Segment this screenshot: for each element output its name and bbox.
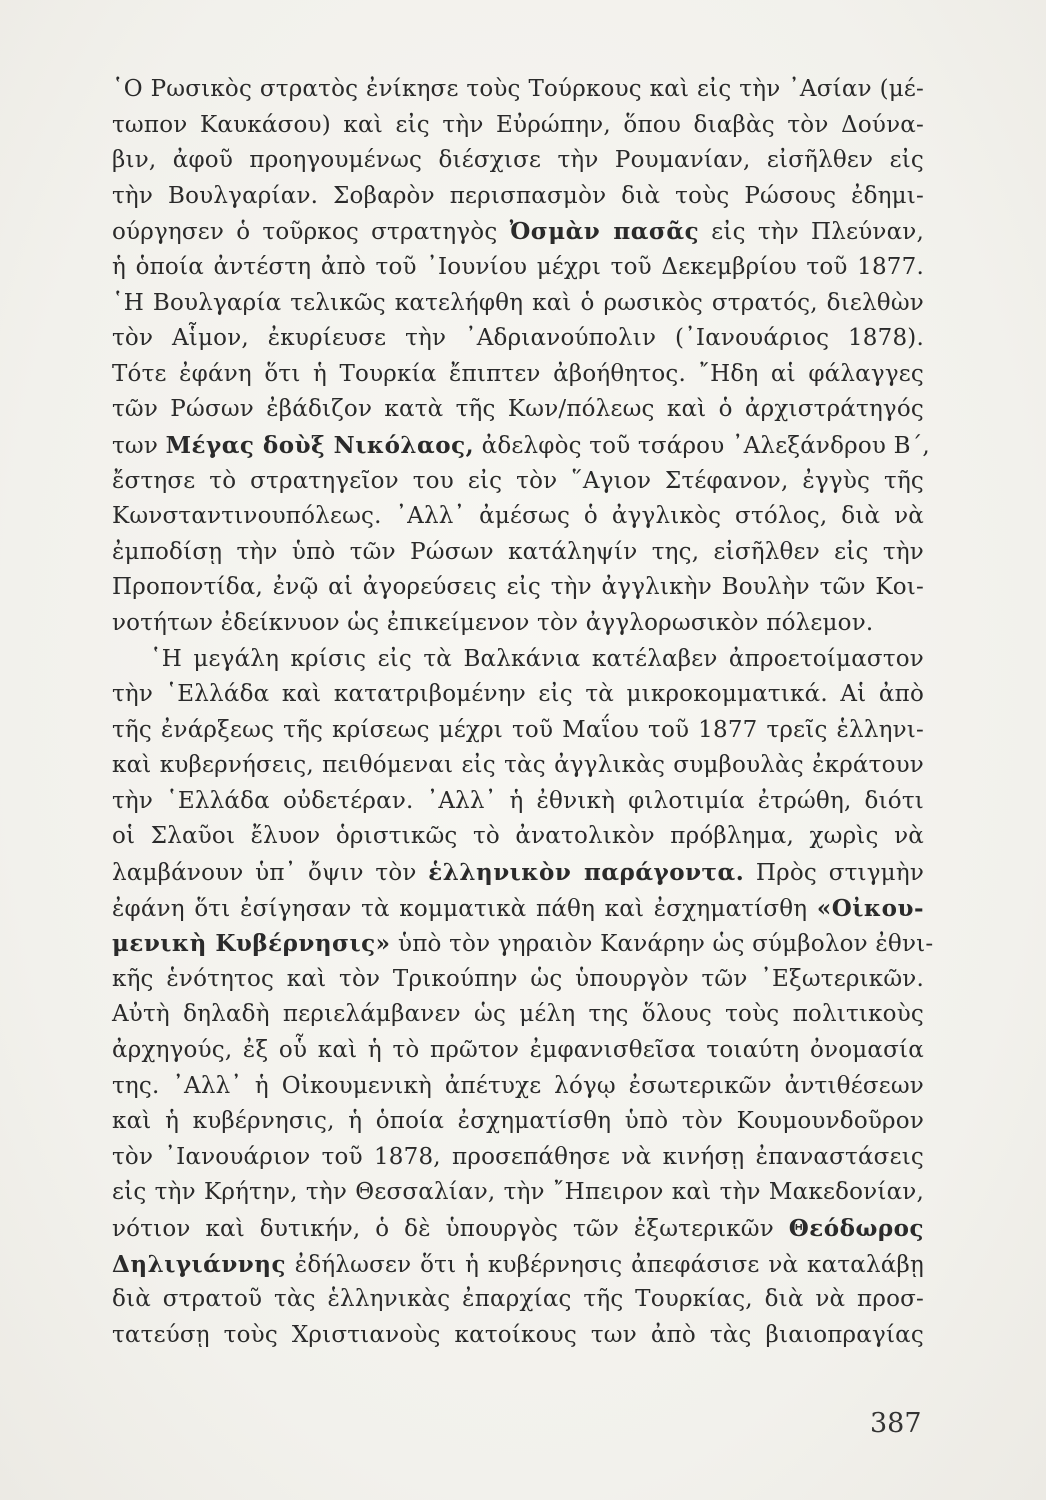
text-segment: ἀδελφὸς τοῦ τσάρου ᾿Αλεξάνδρου Β΄, — [481, 432, 930, 459]
bold-name-diligiannis: Δηλιγιάννης — [112, 1250, 286, 1278]
text-line — [112, 428, 930, 464]
bold-term-oikoumeniki-start: «Οἰκου- — [816, 894, 924, 922]
text-segment: ὑπὸ τὸν γηραιὸν Κανάρην ὡς σύμβολον ἐθνι- — [398, 931, 934, 958]
bold-name-nikolaos: Μέγας δοὺξ Νικόλαος, — [165, 431, 475, 459]
page-number: 387 — [870, 1408, 922, 1439]
text-line: τατεύσῃ τοὺς Χριστιανοὺς κατοίκους των ἀπὸ τὰς βιαιοπραγίας — [112, 1321, 924, 1348]
text-line: τὴν ῾Ελλάδα καὶ κατατριβομένην εἰς τὰ μικροκομματικά. Αἱ ἀπὸ — [112, 681, 924, 708]
text-line: Κωνσταντινουπόλεως. ᾿Αλλ᾿ ἀμέσως ὁ ἀγγλικὸς στόλος, διὰ νὰ — [112, 503, 924, 530]
text-line: τὸν ᾿Ιανουάριον τοῦ 1878, προσεπάθησε νὰ κινήσῃ ἐπαναστάσεις — [112, 1143, 924, 1170]
text-line: ἡ ὁποία ἀντέστη ἀπὸ τοῦ ᾿Ιουνίου μέχρι τοῦ Δεκεμβρίου τοῦ 1877. — [112, 253, 924, 280]
text-segment: των — [112, 432, 159, 459]
bold-name-osman: Ὀσμὰν πασᾶς — [509, 218, 700, 246]
text-line: τὴν ῾Ελλάδα οὐδετέραν. ᾿Αλλ᾿ ἡ ἐθνικὴ φιλοτιμία ἐτρώθη, διότι — [112, 787, 924, 814]
text-line: τωπον Καυκάσου) καὶ εἰς τὴν Εὐρώπην, ὅπου διαβὰς τὸν Δούνα- — [112, 111, 924, 138]
text-line: Προποντίδα, ἐνῷ αἱ ἀγορεύσεις εἰς τὴν ἀγγλικὴν Βουλὴν τῶν Κοι- — [112, 574, 924, 601]
text-line: ἔστησε τὸ στρατηγεῖον του εἰς τὸν ῞Αγιον Στέφανον, ἐγγὺς τῆς — [112, 467, 924, 494]
text-line: τῶν Ρώσων ἐβάδιζον κατὰ τῆς Κων/πόλεως καὶ ὁ ἀρχιστράτηγός — [112, 396, 924, 423]
text-line: ἐμποδίσῃ τὴν ὑπὸ τῶν Ρώσων κατάληψίν της, εἰσῆλθεν εἰς τὴν — [112, 538, 924, 565]
bold-term-ellinikon: ἑλληνικὸν παράγοντα. — [428, 859, 745, 887]
text-segment: λαμβάνουν ὑπ᾿ ὄψιν τὸν — [112, 860, 417, 887]
text-line: διὰ στρατοῦ τὰς ἑλληνικὰς ἐπαρχίας τῆς Τουρκίας, διὰ νὰ προσ- — [112, 1286, 924, 1313]
text-line: οἱ Σλαῦοι ἔλυον ὁριστικῶς τὸ ἀνατολικὸν πρόβλημα, χωρὶς νὰ — [112, 823, 924, 850]
text-line: τὸν Αἷμον, ἐκυρίευσε τὴν ᾿Αδριανούπολιν (᾿Ιανουάριος 1878). — [112, 325, 924, 352]
text-line: Τότε ἐφάνη ὅτι ἡ Τουρκία ἔπιπτεν ἀβοήθητος. ῎Ηδη αἱ φάλαγγες — [112, 360, 924, 387]
text-segment: εἰς τὴν Πλεύναν, — [711, 219, 924, 246]
text-line — [112, 214, 924, 250]
text-segment: ἐδήλωσεν ὅτι ἡ κυβέρνησις ἀπεφάσισε νὰ καταλάβῃ — [294, 1251, 924, 1278]
text-segment: νότιον καὶ δυτικήν, ὁ δὲ ὑπουργὸς τῶν ἐξωτερικῶν — [112, 1216, 774, 1242]
body-text — [112, 72, 934, 1353]
text-line: καὶ κυβερνήσεις, πειθόμεναι εἰς τὰς ἀγγλικὰς συμβουλὰς ἐκράτουν — [112, 752, 924, 779]
text-segment: Πρὸς στιγμὴν — [755, 860, 924, 887]
text-line: τὴν Βουλγαρίαν. Σοβαρὸν περισπασμὸν διὰ τοὺς Ρώσους ἐδημι- — [112, 182, 924, 209]
bold-term-oikoumeniki-end: μενικὴ Κυβέρνησις» — [112, 930, 391, 958]
text-segment: ούργησεν ὁ τοῦρκος στρατηγὸς — [112, 219, 498, 246]
text-line: τῆς ἐνάρξεως τῆς κρίσεως μέχρι τοῦ Μαΐου τοῦ 1877 τρεῖς ἑλληνι- — [112, 716, 924, 743]
text-line: κῆς ἑνότητος καὶ τὸν Τρικούπην ὡς ὑπουργὸν τῶν ᾿Εξωτερικῶν. — [112, 965, 924, 992]
text-line — [112, 891, 924, 927]
text-line: βιν, ἀφοῦ προηγουμένως διέσχισε τὴν Ρουμανίαν, εἰσῆλθεν εἰς — [112, 147, 924, 174]
text-line — [112, 855, 924, 891]
text-line: ῾Η Βουλγαρία τελικῶς κατελήφθη καὶ ὁ ρωσικὸς στρατός, διελθὼν — [112, 289, 924, 316]
text-line: Αὐτὴ δηλαδὴ περιελάμβανεν ὡς μέλη της ὅλους τοὺς πολιτικοὺς — [112, 1001, 924, 1028]
bold-name-theodoros: Θεόδωρος — [788, 1215, 924, 1242]
text-line — [112, 926, 934, 962]
text-line: ἀρχηγούς, ἐξ οὗ καὶ ἡ τὸ πρῶτον ἐμφανισθεῖσα τοιαύτη ὀνομασία — [112, 1037, 924, 1064]
paragraph-start-line: ῾Η μεγάλη κρίσις εἰς τὰ Βαλκάνια κατέλαβεν ἀπροετοίμαστον — [150, 645, 924, 672]
text-line: εἰς τὴν Κρήτην, τὴν Θεσσαλίαν, τὴν ῎Ηπειρον καὶ τὴν Μακεδονίαν, — [112, 1179, 924, 1206]
text-segment: ἐφάνη ὅτι ἐσίγησαν τὰ κομματικὰ πάθη καὶ ἐσχηματίσθη — [112, 895, 808, 922]
text-line — [112, 1247, 924, 1283]
text-line: ῾Ο Ρωσικὸς στρατὸς ἐνίκησε τοὺς Τούρκους καὶ εἰς τὴν ᾿Ασίαν (μέ- — [112, 76, 924, 102]
text-line: καὶ ἡ κυβέρνησις, ἡ ὁποία ἐσχηματίσθη ὑπὸ τὸν Κουμουνδοῦρον — [112, 1108, 924, 1135]
text-line: νοτήτων ἐδείκνυον ὡς ἐπικείμενον τὸν ἀγγλορωσικὸν πόλεμον. — [112, 609, 874, 636]
text-line — [112, 1211, 924, 1247]
text-line: της. ᾿Αλλ᾿ ἡ Οἰκουμενικὴ ἀπέτυχε λόγῳ ἐσωτερικῶν ἀντιθέσεων — [112, 1072, 924, 1099]
